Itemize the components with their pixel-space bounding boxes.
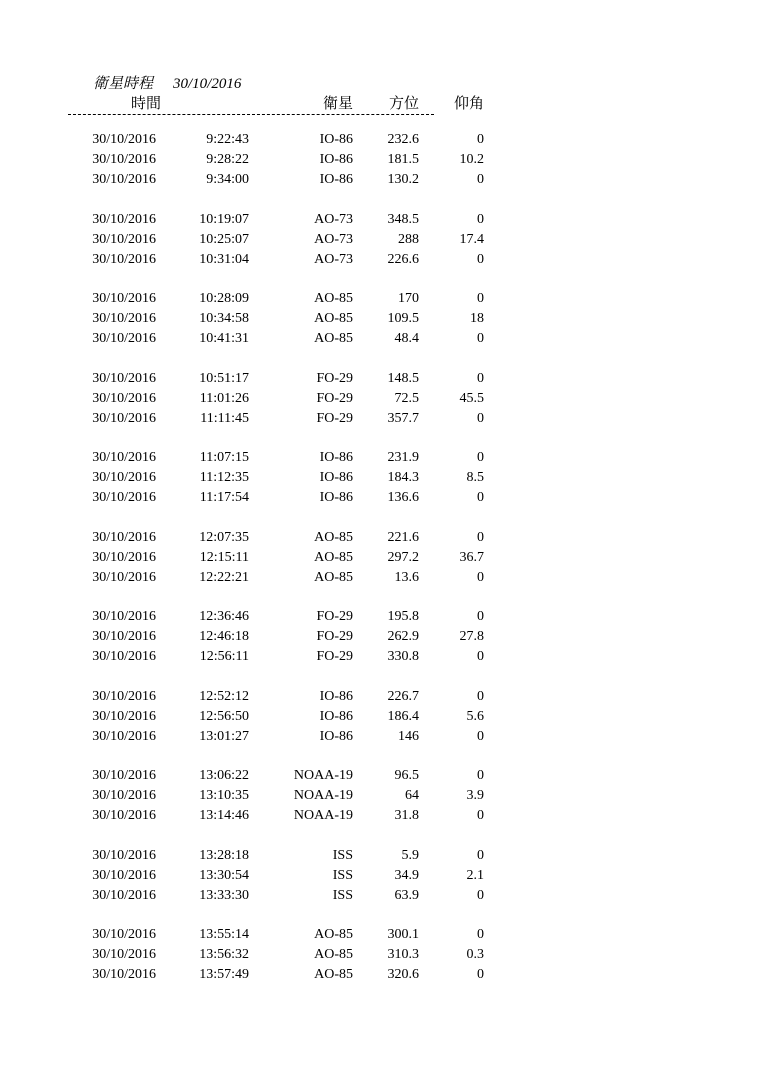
- table-row: [0, 806, 757, 826]
- pass-table: [0, 130, 757, 1005]
- pass-group: [0, 448, 757, 508]
- column-header-satellite: 衛星: [322, 94, 353, 112]
- time-cell: 10:19:07: [199, 211, 249, 227]
- table-row: [0, 528, 757, 548]
- azimuth-cell: 109.5: [387, 311, 419, 326]
- time-cell: 10:25:07: [199, 231, 249, 247]
- page-title: [93, 72, 241, 93]
- date-cell: 30/10/2016: [92, 867, 156, 883]
- time-cell: 10:51:17: [199, 370, 249, 386]
- azimuth-cell: 186.4: [387, 708, 419, 724]
- satellite-cell: IO-86: [319, 132, 353, 147]
- schedule-title: 衛星時程: [93, 76, 154, 92]
- table-row: [0, 329, 757, 349]
- time-cell: 13:10:35: [199, 788, 249, 803]
- elevation-cell: 0: [477, 688, 484, 704]
- table-row: [0, 846, 757, 866]
- pass-group: [0, 687, 757, 747]
- azimuth-cell: 96.5: [394, 768, 419, 783]
- date-cell: 30/10/2016: [92, 569, 156, 585]
- elevation-cell: 0: [477, 370, 484, 386]
- date-cell: 30/10/2016: [92, 152, 156, 167]
- elevation-cell: 0: [477, 927, 484, 942]
- azimuth-cell: 181.5: [387, 152, 419, 167]
- elevation-cell: 0: [477, 410, 484, 426]
- date-cell: 30/10/2016: [92, 808, 156, 823]
- azimuth-cell: 146: [398, 728, 419, 744]
- elevation-cell: 36.7: [459, 549, 484, 565]
- azimuth-cell: 184.3: [387, 470, 419, 485]
- elevation-cell: 8.5: [466, 470, 484, 485]
- table-row: [0, 727, 757, 747]
- elevation-cell: 17.4: [459, 231, 484, 247]
- table-row: [0, 448, 757, 468]
- satellite-cell: IO-86: [319, 490, 353, 505]
- elevation-cell: 0: [477, 768, 484, 783]
- elevation-cell: 5.6: [466, 708, 484, 724]
- satellite-cell: AO-73: [314, 231, 353, 247]
- time-cell: 11:01:26: [199, 390, 249, 406]
- table-row: [0, 170, 757, 190]
- satellite-cell: ISS: [332, 867, 353, 883]
- satellite-cell: FO-29: [316, 609, 353, 624]
- elevation-cell: 0: [477, 569, 484, 585]
- satellite-cell: AO-85: [314, 569, 353, 585]
- time-cell: 13:06:22: [199, 768, 249, 783]
- table-row: [0, 250, 757, 270]
- time-cell: 13:56:32: [199, 947, 249, 962]
- date-cell: 30/10/2016: [92, 490, 156, 505]
- azimuth-cell: 310.3: [387, 947, 419, 962]
- elevation-cell: 0: [477, 490, 484, 505]
- elevation-cell: 0: [477, 132, 484, 147]
- azimuth-cell: 232.6: [387, 132, 419, 147]
- table-row: [0, 945, 757, 965]
- time-cell: 9:28:22: [206, 152, 249, 167]
- azimuth-cell: 288: [398, 231, 419, 247]
- azimuth-cell: 226.6: [387, 251, 419, 267]
- time-cell: 12:15:11: [199, 549, 249, 565]
- satellite-cell: NOAA-19: [293, 788, 353, 803]
- time-cell: 12:22:21: [199, 569, 249, 585]
- date-cell: 30/10/2016: [92, 768, 156, 783]
- table-row: [0, 369, 757, 389]
- azimuth-cell: 300.1: [387, 927, 419, 942]
- date-cell: 30/10/2016: [92, 390, 156, 406]
- satellite-cell: FO-29: [316, 629, 353, 644]
- date-cell: 30/10/2016: [92, 609, 156, 624]
- date-cell: 30/10/2016: [92, 370, 156, 386]
- azimuth-cell: 136.6: [387, 490, 419, 505]
- table-row: [0, 150, 757, 170]
- table-row: [0, 925, 757, 945]
- table-row: [0, 309, 757, 329]
- table-row: [0, 488, 757, 508]
- azimuth-cell: 320.6: [387, 967, 419, 982]
- pass-group: [0, 289, 757, 349]
- satellite-cell: AO-85: [314, 311, 353, 326]
- pass-group: [0, 210, 757, 270]
- date-cell: 30/10/2016: [92, 629, 156, 644]
- azimuth-cell: 221.6: [387, 529, 419, 545]
- pass-group: [0, 846, 757, 906]
- date-cell: 30/10/2016: [92, 649, 156, 664]
- satellite-cell: IO-86: [319, 688, 353, 704]
- date-cell: 30/10/2016: [92, 549, 156, 565]
- azimuth-cell: 262.9: [387, 629, 419, 644]
- time-cell: 13:01:27: [199, 728, 249, 744]
- elevation-cell: 0: [477, 609, 484, 624]
- elevation-cell: 0: [477, 529, 484, 545]
- azimuth-cell: 170: [398, 291, 419, 306]
- azimuth-cell: 64: [405, 788, 419, 803]
- date-cell: 30/10/2016: [92, 211, 156, 227]
- date-cell: 30/10/2016: [92, 529, 156, 545]
- table-row: [0, 230, 757, 250]
- satellite-cell: NOAA-19: [293, 768, 353, 783]
- satellite-cell: AO-85: [314, 291, 353, 306]
- time-cell: 12:56:50: [199, 708, 249, 724]
- date-cell: 30/10/2016: [92, 410, 156, 426]
- pass-group: [0, 766, 757, 826]
- table-row: [0, 647, 757, 667]
- date-cell: 30/10/2016: [92, 291, 156, 306]
- table-row: [0, 607, 757, 627]
- time-cell: 12:46:18: [199, 629, 249, 644]
- azimuth-cell: 357.7: [387, 410, 419, 426]
- date-cell: 30/10/2016: [92, 887, 156, 903]
- time-cell: 12:36:46: [199, 609, 249, 624]
- time-cell: 11:17:54: [199, 490, 249, 505]
- satellite-cell: AO-85: [314, 529, 353, 545]
- satellite-cell: IO-86: [319, 152, 353, 167]
- satellite-cell: FO-29: [316, 410, 353, 426]
- satellite-cell: FO-29: [316, 370, 353, 386]
- azimuth-cell: 34.9: [394, 867, 419, 883]
- satellite-cell: NOAA-19: [293, 808, 353, 823]
- table-row: [0, 886, 757, 906]
- satellite-cell: IO-86: [319, 470, 353, 485]
- azimuth-cell: 148.5: [387, 370, 419, 386]
- elevation-cell: 0: [477, 291, 484, 306]
- azimuth-cell: 226.7: [387, 688, 419, 704]
- satellite-cell: IO-86: [319, 172, 353, 187]
- time-cell: 13:57:49: [199, 967, 249, 982]
- date-cell: 30/10/2016: [92, 788, 156, 803]
- table-row: [0, 409, 757, 429]
- table-row: [0, 210, 757, 230]
- column-header-azimuth: 方位: [388, 94, 419, 112]
- azimuth-cell: 231.9: [387, 450, 419, 465]
- time-cell: 9:34:00: [206, 172, 249, 187]
- elevation-cell: 0: [477, 211, 484, 227]
- pass-group: [0, 528, 757, 588]
- azimuth-cell: 297.2: [387, 549, 419, 565]
- elevation-cell: 0: [477, 450, 484, 465]
- satellite-cell: AO-73: [314, 251, 353, 267]
- azimuth-cell: 130.2: [387, 172, 419, 187]
- table-row: [0, 786, 757, 806]
- elevation-cell: 0: [477, 887, 484, 903]
- time-cell: 11:11:45: [200, 410, 249, 426]
- elevation-cell: 0.3: [466, 947, 484, 962]
- satellite-cell: IO-86: [319, 708, 353, 724]
- elevation-cell: 0: [477, 847, 484, 863]
- pass-group: [0, 130, 757, 190]
- date-cell: 30/10/2016: [92, 967, 156, 982]
- time-cell: 10:31:04: [199, 251, 249, 267]
- date-cell: 30/10/2016: [92, 927, 156, 942]
- elevation-cell: 45.5: [459, 390, 484, 406]
- schedule-date: 30/10/2016: [173, 76, 242, 92]
- azimuth-cell: 348.5: [387, 211, 419, 227]
- azimuth-cell: 48.4: [394, 331, 419, 346]
- time-cell: 10:34:58: [199, 311, 249, 326]
- satellite-cell: AO-85: [314, 927, 353, 942]
- pass-group: [0, 369, 757, 429]
- dashed-separator: [68, 114, 434, 115]
- table-row: [0, 548, 757, 568]
- satellite-cell: IO-86: [319, 728, 353, 744]
- elevation-cell: 0: [477, 251, 484, 267]
- date-cell: 30/10/2016: [92, 311, 156, 326]
- date-cell: 30/10/2016: [92, 728, 156, 744]
- satellite-cell: IO-86: [319, 450, 353, 465]
- date-cell: 30/10/2016: [92, 331, 156, 346]
- elevation-cell: 0: [477, 967, 484, 982]
- time-cell: 11:12:35: [199, 470, 249, 485]
- satellite-cell: AO-85: [314, 331, 353, 346]
- elevation-cell: 0: [477, 649, 484, 664]
- azimuth-cell: 5.9: [401, 847, 419, 863]
- table-row: [0, 766, 757, 786]
- table-row: [0, 965, 757, 985]
- time-cell: 13:30:54: [199, 867, 249, 883]
- satellite-cell: FO-29: [316, 649, 353, 664]
- satellite-cell: AO-85: [314, 967, 353, 982]
- table-row: [0, 389, 757, 409]
- date-cell: 30/10/2016: [92, 847, 156, 863]
- azimuth-cell: 31.8: [394, 808, 419, 823]
- azimuth-cell: 63.9: [394, 887, 419, 903]
- time-cell: 13:14:46: [199, 808, 249, 823]
- table-row: [0, 468, 757, 488]
- elevation-cell: 18: [470, 311, 484, 326]
- table-row: [0, 707, 757, 727]
- azimuth-cell: 72.5: [394, 390, 419, 406]
- table-row: [0, 627, 757, 647]
- table-row: [0, 866, 757, 886]
- date-cell: 30/10/2016: [92, 947, 156, 962]
- time-cell: 12:07:35: [199, 529, 249, 545]
- table-row: [0, 687, 757, 707]
- satellite-cell: AO-73: [314, 211, 353, 227]
- date-cell: 30/10/2016: [92, 251, 156, 267]
- azimuth-cell: 13.6: [394, 569, 419, 585]
- elevation-cell: 3.9: [466, 788, 484, 803]
- satellite-cell: ISS: [332, 847, 353, 863]
- time-cell: 9:22:43: [206, 132, 249, 147]
- elevation-cell: 27.8: [459, 629, 484, 644]
- column-header-elevation: 仰角: [453, 94, 484, 112]
- azimuth-cell: 195.8: [387, 609, 419, 624]
- time-cell: 10:28:09: [199, 291, 249, 306]
- satellite-cell: ISS: [332, 887, 353, 903]
- time-cell: 13:33:30: [199, 887, 249, 903]
- date-cell: 30/10/2016: [92, 172, 156, 187]
- satellite-cell: FO-29: [316, 390, 353, 406]
- time-cell: 12:56:11: [199, 649, 249, 664]
- time-cell: 13:55:14: [199, 927, 249, 942]
- elevation-cell: 0: [477, 331, 484, 346]
- table-row: [0, 130, 757, 150]
- time-cell: 10:41:31: [199, 331, 249, 346]
- date-cell: 30/10/2016: [92, 470, 156, 485]
- elevation-cell: 0: [477, 728, 484, 744]
- pass-group: [0, 607, 757, 667]
- time-cell: 12:52:12: [199, 688, 249, 704]
- date-cell: 30/10/2016: [92, 688, 156, 704]
- column-header-time: 時間: [130, 94, 161, 112]
- elevation-cell: 2.1: [466, 867, 484, 883]
- time-cell: 13:28:18: [199, 847, 249, 863]
- elevation-cell: 10.2: [459, 152, 484, 167]
- satellite-cell: AO-85: [314, 549, 353, 565]
- date-cell: 30/10/2016: [92, 231, 156, 247]
- elevation-cell: 0: [477, 808, 484, 823]
- date-cell: 30/10/2016: [92, 450, 156, 465]
- time-cell: 11:07:15: [199, 450, 249, 465]
- date-cell: 30/10/2016: [92, 708, 156, 724]
- satellite-cell: AO-85: [314, 947, 353, 962]
- pass-group: [0, 925, 757, 985]
- azimuth-cell: 330.8: [387, 649, 419, 664]
- date-cell: 30/10/2016: [92, 132, 156, 147]
- table-row: [0, 289, 757, 309]
- table-row: [0, 568, 757, 588]
- elevation-cell: 0: [477, 172, 484, 187]
